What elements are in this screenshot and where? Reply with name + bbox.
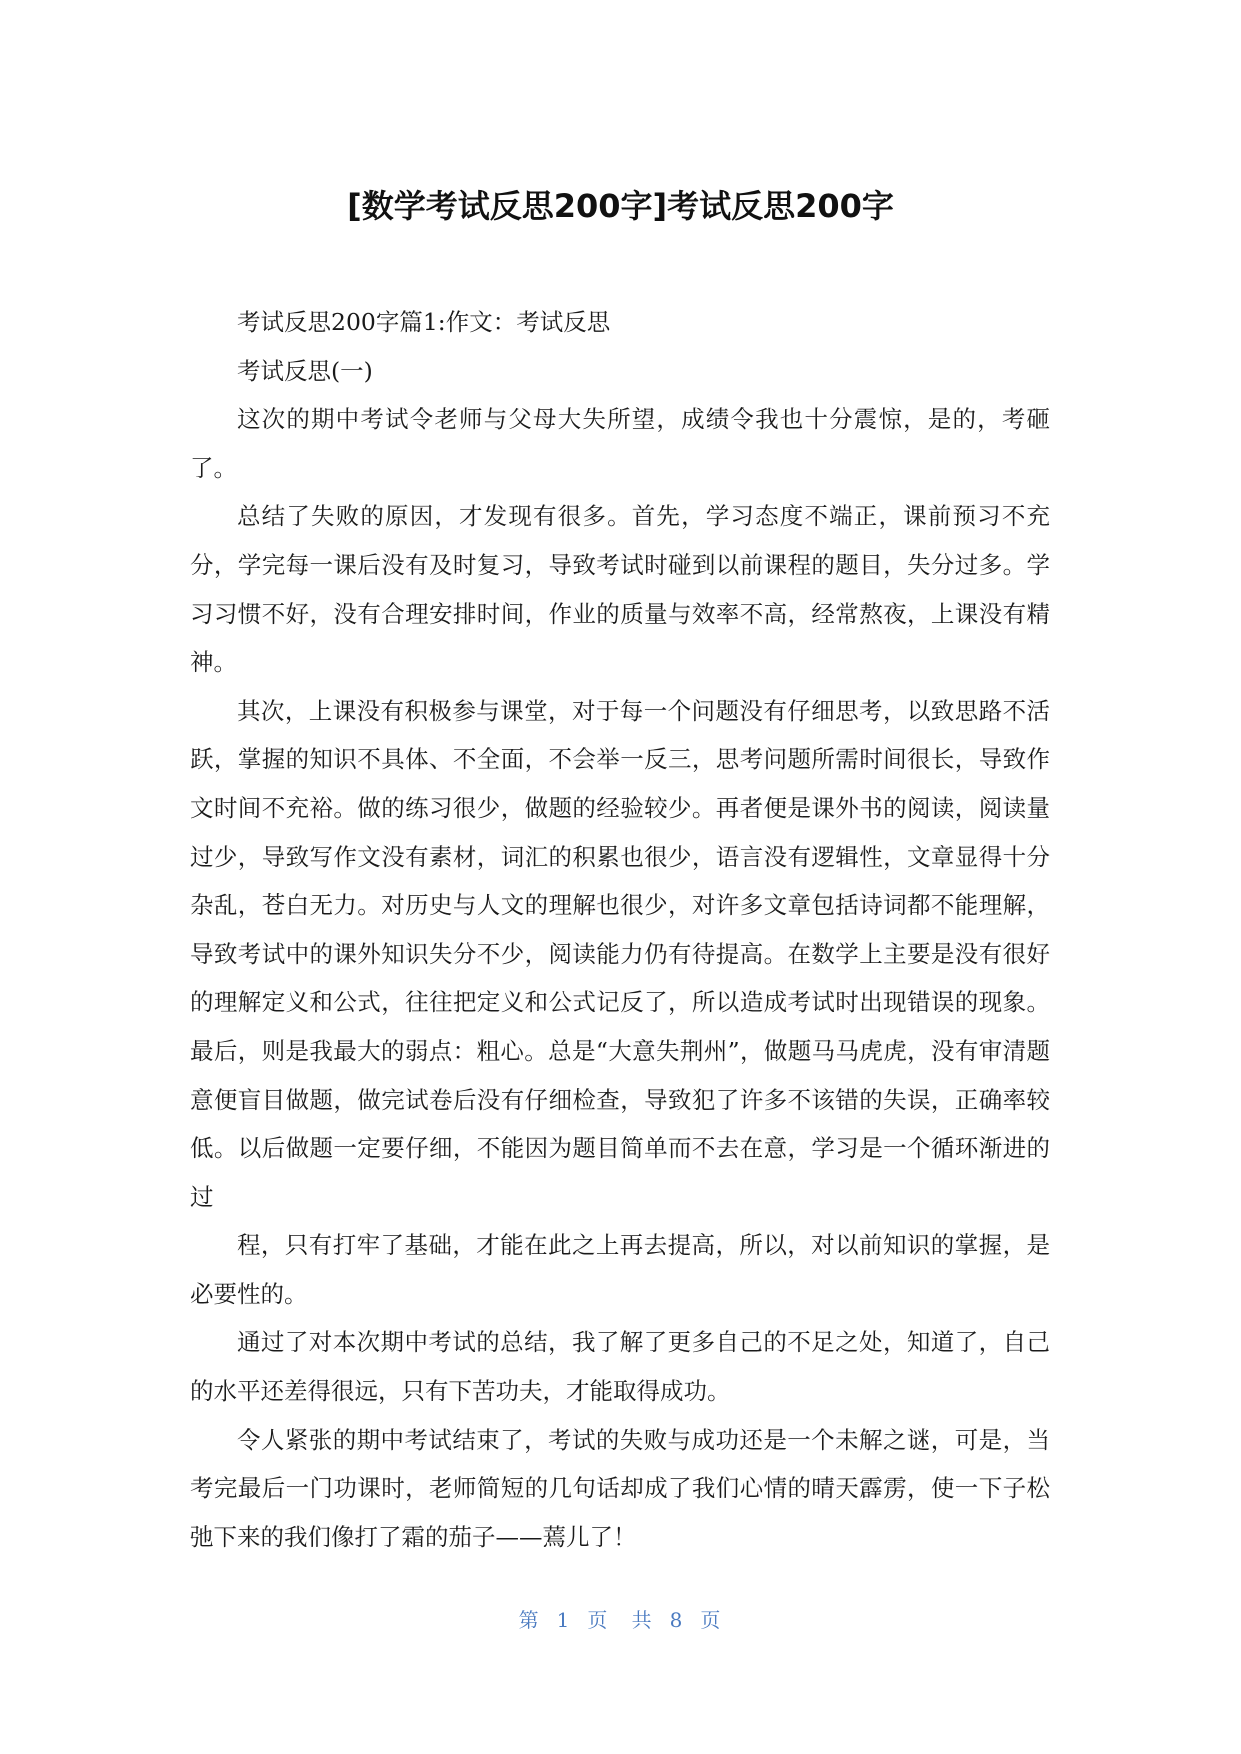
page-footer [0,1604,1241,1633]
footer-middle: 页 共 [587,1608,654,1632]
current-page-number: 1 [556,1608,572,1632]
paragraph-1: 考试反思200字篇1:作文：考试反思 [237,308,611,336]
document-body [190,298,1050,1561]
footer-suffix: 页 [700,1608,723,1632]
paragraph-5: 其次，上课没有积极参与课堂，对于每一个问题没有仔细思考，以致思路不活跃，掌握的知识不具体、不全面，不会举一反三，思考问题所需时间很长，导致作文时间不充裕。做的练习很少，做题的经验较少。再者便是课外书的阅读，阅读量过少，导致写作文没有素材，词汇的积累也很少，语言没有逻辑性，文章显得十分杂乱，苍白无力。对历史与人文的理解也很少，对许多文章包括诗词都不能理解，导致考试中的课外知识失分不少，阅读能力仍有待提高。在数学上主要是没有很好的理解定义和公式，往往把定义和公式记反了，所以造成考试时出现错误的现象。 最后，则是我最大的弱点：粗心。总是“大意失荆州”，做题马马虎虎，没有审清题意便盲目做题，做完试卷后没有仔细检查，导致犯了许多不该错的失误，正确率较低。以后做题一定要仔细，不能因为题目简单而不去在意，学习是一个循环渐进的过 [190,696,1050,1211]
total-pages-number: 8 [669,1608,685,1632]
footer-prefix: 第 [518,1608,541,1632]
document-title: [数学考试反思200字]考试反思200字 [347,187,894,225]
paragraph-3: 这次的期中考试令老师与父母大失所望，成绩令我也十分震惊，是的，考砸了。 [190,405,1050,482]
paragraph-2: 考试反思(一) [237,356,373,385]
paragraph-8: 令人紧张的期中考试结束了，考试的失败与成功还是一个未解之谜，可是，当考完最后一门功课时，老师简短的几句话却成了我们心情的晴天霹雳，使一下子松弛下来的我们像打了霜的茄子——蔫儿了！ [190,1425,1050,1551]
paragraph-4: 总结了失败的原因，才发现有很多。首先，学习态度不端正，课前预习不充分，学完每一课后没有及时复习，导致考试时碰到以前课程的题目，失分过多。学习习惯不好，没有合理安排时间，作业的质量与效率不高，经常熬夜，上课没有精神。 [190,502,1050,677]
paragraph-6: 程，只有打牢了基础，才能在此之上再去提高，所以，对以前知识的掌握，是必要性的。 [190,1231,1050,1308]
paragraph-7: 通过了对本次期中考试的总结，我了解了更多自己的不足之处，知道了，自己的水平还差得很远，只有下苦功夫，才能取得成功。 [190,1328,1050,1406]
